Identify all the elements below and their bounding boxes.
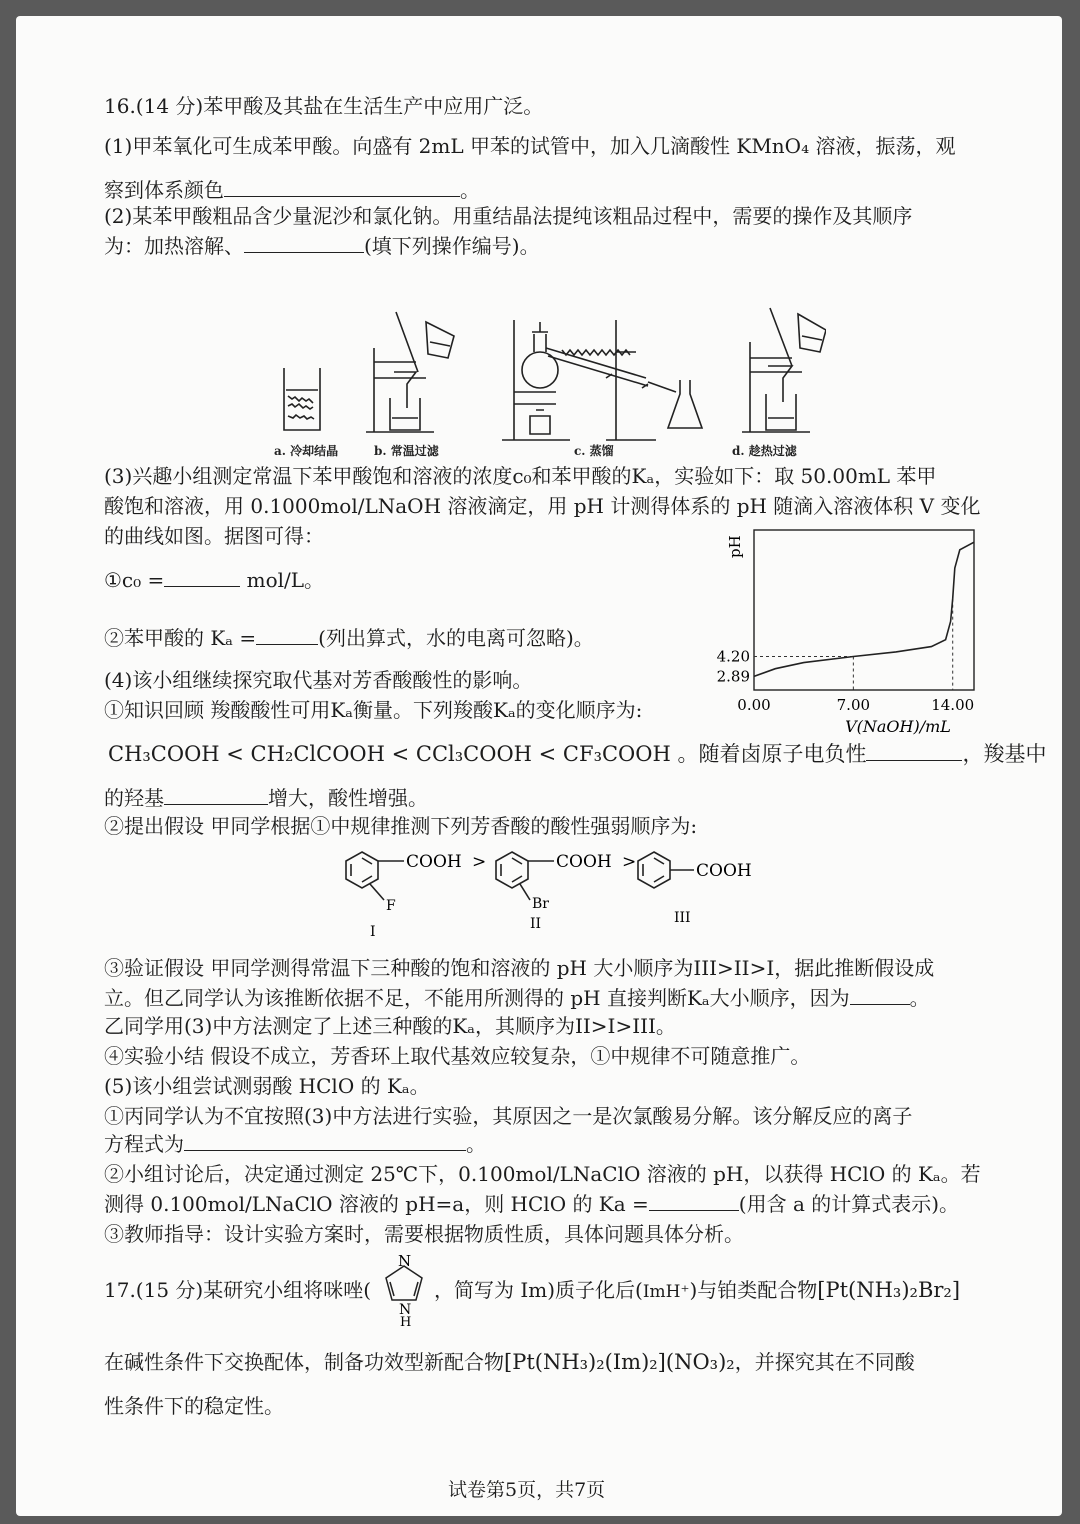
q16-p3-line3: 的曲线如图。据图可得：	[104, 524, 324, 548]
label-ii: II	[530, 916, 542, 932]
answer-blank[interactable]	[184, 1132, 466, 1151]
benzene-ring-icon	[346, 852, 404, 900]
q16-p4-line1: (4)该小组继续探究取代基对芳香酸酸性的影响。	[104, 668, 533, 692]
q16-p5-line1: (5)该小组尝试测弱酸 HClO 的 Kₐ。	[104, 1074, 430, 1098]
q16-p2-line2: 为：加热溶解、 (填下列操作编号)。	[104, 234, 540, 258]
y-tick-label: 2.89	[716, 667, 750, 686]
imidazole-n-bottom: N	[399, 1302, 412, 1318]
aromatic-acids-structures	[326, 842, 756, 938]
q16-p3-q1: ①c₀ = mol/L。	[104, 568, 325, 592]
exam-page	[16, 16, 1062, 1516]
q17-line1-mid: ，简写为 Im)质子化后(ImH⁺)与铂类配合物[Pt(NH₃)₂Br₂]	[434, 1278, 961, 1302]
beaker-icon	[284, 368, 320, 430]
caption-a: a. 冷却结晶	[274, 444, 339, 458]
q17-line1-pre: 17.(15 分)某研究小组将咪唑(	[104, 1278, 372, 1302]
cooh-label: COOH	[406, 852, 462, 872]
q16-p5-line3: 方程式为 。	[104, 1132, 486, 1156]
q16-p5-line6: ③教师指导：设计实验方案时，需要根据物质性质，具体问题具体分析。	[104, 1222, 744, 1246]
q16-p4-line6: ③验证假设 甲同学测得常温下三种酸的饱和溶液的 pH 大小顺序为III>II>I，据此推断假设成	[104, 956, 935, 980]
x-tick-label: 0.00	[737, 696, 771, 714]
q16-p1-line1: (1)甲苯氧化可生成苯甲酸。向盛有 2mL 甲苯的试管中，加入几滴酸性 KMnO₄ 溶液，振荡，观	[104, 134, 956, 158]
answer-blank[interactable]	[850, 986, 910, 1005]
caption-d: d. 趁热过滤	[732, 444, 797, 458]
imidazole-h: H	[400, 1315, 412, 1326]
cooh-label: COOH	[556, 852, 612, 872]
benzene-ring-icon	[638, 852, 694, 888]
fluorine-label: F	[386, 898, 396, 914]
apparatus-figure	[266, 292, 826, 452]
cooh-label: COOH	[696, 861, 752, 881]
q16-p5-line2: ①丙同学认为不宜按照(3)中方法进行实验，其原因之一是次氯酸易分解。该分解反应的离子	[104, 1104, 913, 1128]
imidazole-structure	[374, 1250, 434, 1326]
answer-blank[interactable]	[256, 626, 318, 645]
x-tick-label: 7.00	[836, 696, 871, 714]
x-tick-label: 14.00	[931, 696, 975, 714]
y-tick-label: 4.20	[716, 647, 750, 666]
benzene-ring-icon	[496, 852, 554, 900]
q16-p4-line9: ④实验小结 假设不成立，芳香环上取代基效应较复杂，①中规律不可随意推广。	[104, 1044, 811, 1068]
x-axis-label: V(NaOH)/mL	[845, 717, 951, 736]
y-axis-label: pH	[726, 535, 744, 558]
q16-p4-line3: CH₃COOH < CH₂ClCOOH < CCl₃COOH < CF₃COOH 。随着卤原子电负性 ，羧基中	[108, 742, 1047, 766]
q16-p4-line7: 立。但乙同学认为该推断依据不足，不能用所测得的 pH 直接判断Kₐ大小顺序，因为 。	[104, 986, 930, 1010]
q16-p3-q2: ②苯甲酸的 Kₐ = (列出算式，水的电离可忽略)。	[104, 626, 594, 650]
label-i: I	[370, 924, 376, 938]
imidazole-n-top: N	[398, 1252, 412, 1270]
q16-p3-line1: (3)兴趣小组测定常温下苯甲酸饱和溶液的浓度c₀和苯甲酸的Kₐ，实验如下：取 50.00mL 苯甲	[104, 464, 937, 488]
answer-blank[interactable]	[164, 568, 240, 587]
q16-p4-line8: 乙同学用(3)中方法测定了上述三种酸的Kₐ，其顺序为II>I>III。	[104, 1014, 676, 1038]
q16-p5-line5: 测得 0.100mol/LNaClO 溶液的 pH=a，则 HClO 的 Ka = (用含 a 的计算式表示)。	[104, 1192, 960, 1216]
q16-p2-line1: (2)某苯甲酸粗品含少量泥沙和氯化钠。用重结晶法提纯该粗品过程中，需要的操作及其顺序	[104, 204, 913, 228]
page-footer: 试卷第5页，共7页	[448, 1479, 606, 1501]
distillation-apparatus-icon	[502, 320, 702, 440]
q16-p4-line5: ②提出假设 甲同学根据①中规律推测下列芳香酸的酸性强弱顺序为:	[104, 814, 698, 838]
hot-filtration-apparatus-icon	[742, 308, 826, 432]
answer-blank[interactable]	[866, 742, 962, 761]
q16-p4-line4: 的羟基 增大，酸性增强。	[104, 786, 428, 810]
answer-blank[interactable]	[244, 234, 364, 253]
greater-than: >	[472, 852, 487, 872]
answer-blank[interactable]	[164, 786, 268, 805]
titration-chart	[712, 524, 982, 738]
filtration-apparatus-icon	[366, 312, 454, 432]
q16-p3-line2: 酸饱和溶液，用 0.1000mol/LNaOH 溶液滴定，用 pH 计测得体系的 pH 随滴入溶液体积 V 变化	[104, 494, 981, 518]
q17-line3: 性条件下的稳定性。	[104, 1394, 284, 1418]
q17-line2: 在碱性条件下交换配体，制备功效型新配合物[Pt(NH₃)₂(Im)₂](NO₃)₂，并探究其在不同酸	[104, 1350, 915, 1374]
caption-b: b. 常温过滤	[374, 444, 439, 458]
greater-than: >	[622, 852, 637, 872]
label-iii: III	[674, 910, 691, 926]
answer-blank[interactable]	[649, 1192, 739, 1211]
q16-p4-line2: ①知识回顾 羧酸酸性可用Kₐ衡量。下列羧酸Kₐ的变化顺序为:	[104, 698, 643, 722]
bromine-label: Br	[532, 896, 549, 912]
q16-header: 16.(14 分)苯甲酸及其盐在生活生产中应用广泛。	[104, 94, 544, 118]
q16-p1-line2: 察到体系颜色 。	[104, 178, 480, 202]
q16-p5-line4: ②小组讨论后，决定通过测定 25℃下，0.100mol/LNaClO 溶液的 pH，以获得 HClO 的 Kₐ。若	[104, 1162, 981, 1186]
caption-c: c. 蒸馏	[574, 444, 614, 458]
answer-blank[interactable]	[224, 178, 460, 197]
